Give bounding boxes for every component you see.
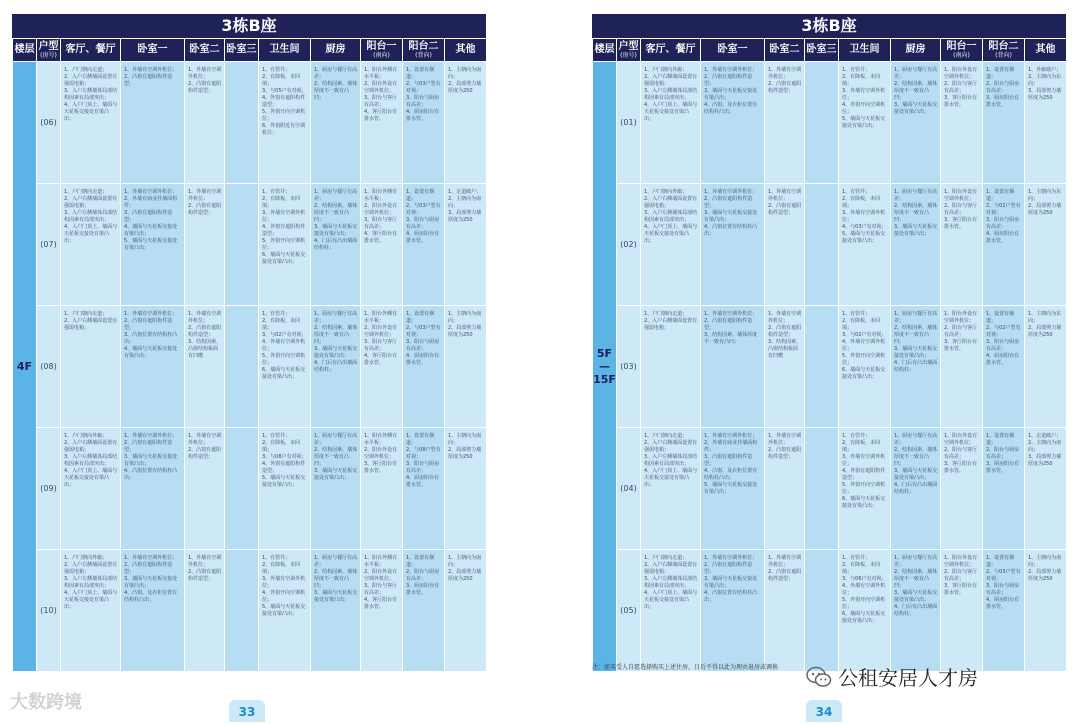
table-cell: 1、设置有烟道； 2、阳台与厨房有高差； 3、厨房阳台有排水管。	[403, 550, 445, 672]
header-unit: 户型 (房号)	[617, 39, 641, 62]
table-cell: 1、主朝向为东向； 2、局部剪力墙厚度为250	[1025, 184, 1067, 306]
unit-number: (02)	[617, 184, 641, 306]
unit-number: (09)	[37, 428, 61, 550]
table-row	[593, 550, 1067, 672]
page-number: 33	[229, 700, 265, 722]
header-bathroom: 卫生间	[839, 39, 891, 62]
table-cell: 1、户门朝向外廊； 2、入户右侧墙面设置有强弱电箱； 3、入户左侧墙体局部结构因素有局部突出； 4、入户门顶上、墙面与天花板交接处有梁凸出；	[61, 428, 121, 550]
table-cell: 1、主朝向为南向； 2、局部剪力墙厚度为250	[445, 550, 487, 672]
header-other: 其他	[1025, 39, 1067, 62]
table-cell: 1、外墙有空调外机位； 2、凸窗有遮阳构件造型；	[765, 550, 805, 672]
table-cell: 1、户门朝向走道； 2、入户右侧墙面设置有强弱电箱； 3、入户左侧墙体局部结构因素有局部突出； 4、入户门顶上、墙面与天花板交接处有梁凸出；	[61, 184, 121, 306]
table-cell: 1、有管井； 2、有降板，未回填； 3、外墙有空调外机位； 4、外窗有遮阳构件造型； 5、外窗开向空调机位； 6、墙面与天花板交接处有梁凸出；	[839, 428, 891, 550]
table-row	[593, 306, 1067, 428]
header-living: 客厅、餐厅	[61, 39, 121, 62]
table-cell: 1、户门朝向外廊； 2、入户右侧墙面设置有强弱电箱； 3、入户左侧墙体局部结构因素有局部突出； 4、入户门顶上、墙面与天花板交接处有梁凸出；	[641, 184, 701, 306]
table-cell	[225, 184, 259, 306]
table-cell: 1、设置有烟道； 2、阳台与厨房有高差； 3、厨房阳台有排水管。	[983, 62, 1025, 184]
table-cell: 1、外廊破户； 2、主朝向为东向； 3、局部剪力墙厚度为250	[1025, 62, 1067, 184]
floor-label: 5F — 15F	[593, 62, 617, 672]
table-cell: 1、外墙有空调外机位； 2、凸窗有遮阳构件造型； 3、墙面与天花板交接处有梁凸出； 4、凸窗位置有结构柱凸出；	[701, 184, 765, 306]
table-cell: 1、厨房与餐厅有高差； 2、结构因素，墙体厚度不一致有凸凹； 3、墙面与天花板交接处有梁凸出； 4、门后有凸出墙面结构柱；	[891, 428, 941, 550]
unit-number: (01)	[617, 62, 641, 184]
table-cell: 1、厨房与餐厅有高差； 2、结构因素，墙体厚度不一致有凸凹； 3、墙面与天花板交接处有梁凸出； 4、门后有凸出墙面结构柱；	[891, 550, 941, 672]
header-balcony1: 阳台一 (南向)	[941, 39, 983, 62]
table-cell: 1、外墙有空调外机位； 2、凸窗有遮阳构件造型； 3、墙面与天花板交接处有梁凸出； 4、凸窗位置有结构柱凸出；	[121, 428, 185, 550]
table-cell: 1、阳台外侧有水平板； 2、阳台外设有空调外机位； 3、客厅阳台有排水管。	[361, 428, 403, 550]
header-floor: 楼层	[593, 39, 617, 62]
table-row	[13, 62, 487, 184]
table-cell: 1、设置有烟道； 2、与03户型有对视； 3、阳台与厨房有高差； 4、厨房阳台有排水管。	[983, 550, 1025, 672]
table-row	[593, 62, 1067, 184]
table-cell: 1、阳台外设有空调外机位； 2、阳台与客厅有高差； 3、客厅阳台有排水管。	[941, 184, 983, 306]
header-balcony2: 阳台二 (背向)	[403, 39, 445, 62]
table-cell: 1、厨房与餐厅有高差； 2、结构因素，墙体厚度不一致有凸凹； 3、墙面与天花板交接处有梁凸出； 4、门后有凸出墙面结构柱；	[891, 306, 941, 428]
table-cell: 1、外墙有空调外机位； 2、凸窗有遮阳构件造型；	[185, 184, 225, 306]
page-title: 3栋B座	[12, 14, 486, 38]
table-cell: 1、有管井； 2、有降板，未回填； 3、与06户有对视； 4、外墙有空调外机位； 5、外窗开向空调机位； 6、墙面与天花板交接处有梁凸出；	[839, 550, 891, 672]
unit-number: (08)	[37, 306, 61, 428]
table-cell: 1、户门朝向走道； 2、入户右侧墙面设置有强弱电箱；	[61, 306, 121, 428]
table-cell: 1、设置有烟道； 2、与03户型有对视； 3、阳台与厨房有高差； 4、厨房阳台有排水管。	[403, 306, 445, 428]
table-cell: 1、设置有烟道； 2、与02户型有对视； 3、阳台与厨房有高差； 4、厨房阳台有排水管。	[983, 306, 1025, 428]
table-cell: 1、外墙有空调外机位； 2、凸窗有遮阳构件造型；	[765, 62, 805, 184]
header-bedroom1: 卧室一	[701, 39, 765, 62]
header-bedroom3: 卧室三	[805, 39, 839, 62]
table-cell: 1、有管井； 2、有降板，未回填； 3、外墙有空调外机位； 4、外窗开向空调机位； 5、墙面与天花板交接处有梁凸出；	[259, 550, 311, 672]
table-cell: 1、厨房与餐厅有高差； 2、结构因素，墙体厚度不一致有凸凹； 3、墙面与天花板交接处有梁凸出； 4、门后有凸出墙面结构柱；	[311, 306, 361, 428]
table-cell	[805, 306, 839, 428]
header-bedroom2: 卧室二	[765, 39, 805, 62]
table-row	[13, 184, 487, 306]
table-cell: 1、外墙有空调外机位； 2、凸窗有遮阳构件造型；	[765, 184, 805, 306]
header-kitchen: 厨房	[891, 39, 941, 62]
table-cell: 1、设置有烟道； 2、与02户型有对视； 3、阳台与厨房有高差； 4、厨房阳台有排水管。	[983, 184, 1025, 306]
table-cell: 1、户门朝向走道； 2、入户右侧墙面设置有强弱电箱； 3、入户左侧墙体局部结构因素有局部突出； 4、入户门顶上、墙面与天花板交接处有梁凸出；	[641, 550, 701, 672]
table-cell: 1、厨房与餐厅有高差； 2、结构因素，墙体厚度不一致有凸凹； 3、墙面与天花板交接处有梁凸出；	[891, 184, 941, 306]
header-balcony2: 阳台二 (背向)	[983, 39, 1025, 62]
table-cell: 1、阳台外侧有水平板； 2、阳台外设有空调外机位； 3、阳台与客厅有高差； 4、客厅阳台有排水管。	[361, 550, 403, 672]
table-cell: 1、外墙有空调外机位； 2、凸窗有遮阳构件造型；	[121, 62, 185, 184]
header-kitchen: 厨房	[311, 39, 361, 62]
table-cell	[225, 306, 259, 428]
unit-number: (10)	[37, 550, 61, 672]
header-bedroom3: 卧室三	[225, 39, 259, 62]
table-cell: 1、主朝向为南向； 2、局部剪力墙厚度为250	[1025, 550, 1067, 672]
table-cell: 1、户门朝向走道； 2、入户右侧墙面设置有强弱电箱； 3、入户左侧墙体局部结构因素有局部突出； 4、入户门顶上、墙面与天花板交接处有梁凸出；	[641, 428, 701, 550]
table-row	[593, 428, 1067, 550]
table-cell: 1、有管井； 2、有降板，未回填； 3、与02户有对视； 4、外墙有空调外机位； 5、外窗开向空调机位； 6、墙面与天花板交接处有梁凸出；	[839, 306, 891, 428]
table-cell	[805, 428, 839, 550]
page-number: 34	[806, 700, 842, 722]
table-cell: 1、设置有烟道； 2、与08户型有对视； 3、阳台与厨房有高差； 4、厨房阳台有排水管。	[403, 428, 445, 550]
table-cell: 1、有管井； 2、有降板，未回填； 3、外墙有空调外机位； 4、外窗有遮阳构件造型； 5、外窗开向空调机位； 6、墙面与天花板交接处有梁凸出；	[259, 184, 311, 306]
table-cell: 1、外墙有空调外机位； 2、凸窗有遮阳构件造型；	[185, 62, 225, 184]
table-cell: 1、有管井； 2、有降板，未回填； 3、与08户有对视； 4、外窗有遮阳构件造型； 5、墙面与天花板交接处有梁凸出；	[259, 428, 311, 550]
unit-number: (06)	[37, 62, 61, 184]
table-cell: 1、阳台外侧有水平板； 2、阳台外设有空调外机位； 3、阳台与客厅有高差； 4、客厅阳台有排水管。	[361, 306, 403, 428]
unit-number: (03)	[617, 306, 641, 428]
table-row	[593, 184, 1067, 306]
table-cell: 1、有管井； 2、有降板，未回填； 3、外墙有空调外机位； 4、外窗开向空调机位； 5、墙面与天花板交接处有梁凸出；	[839, 62, 891, 184]
table-cell: 1、阳台外设有空调外机位； 2、阳台与客厅有高差； 3、客厅阳台有排水管。	[941, 62, 983, 184]
header-floor: 楼层	[13, 39, 37, 62]
table-cell: 1、设置有烟道； 2、阳台与厨房有高差； 3、厨房阳台有排水管。	[983, 428, 1025, 550]
table-cell: 1、外墙有空调外机位； 2、凸窗有遮阳构件造型； 3、结构因素，凸窗结构板面有凹槽	[185, 306, 225, 428]
table-cell	[805, 62, 839, 184]
header-bathroom: 卫生间	[259, 39, 311, 62]
table-cell: 1、户门朝向外廊； 2、入户右侧墙面设置有强弱电箱； 3、入户左侧墙体局部结构因素有局部突出； 4、入户门顶上、墙面与天花板交接处有梁凸出；	[641, 62, 701, 184]
table-cell: 1、户门朝向走道； 2、入户右侧墙面设置有强弱电箱；	[641, 306, 701, 428]
header-bedroom1: 卧室一	[121, 39, 185, 62]
table-cell: 1、外墙有空调外机位； 2、凸窗有遮阳构件造型； 3、结构因素，凸窗结构板面有凹槽	[765, 306, 805, 428]
table-cell: 1、外墙有空调外机位； 2、凸窗有遮阳构件造型； 3、墙面与天花板交接处有梁凸出； 4、凸窗位置有结构柱凸出；	[701, 550, 765, 672]
header-unit: 户型 (房号)	[37, 39, 61, 62]
table-cell: 1、外墙有空调外机位； 2、外墙有商业挂墙面构件； 3、凸窗有遮阳构件造型； 4、凸窗、及衣柜位置有结构柱凸出； 5、墙面与天花板交接处有梁凸出；	[701, 428, 765, 550]
room-table	[12, 38, 487, 672]
table-cell: 1、走道破户； 2、主朝向为南向； 3、局部剪力墙厚度为250	[1025, 428, 1067, 550]
footnote: 注：如买受人自愿选择购买上述住房，日后不得以此为理由退房或调换	[592, 664, 779, 671]
watermark-right	[806, 662, 978, 691]
table-cell: 1、阳台外侧有水平板； 2、阳台外设有空调外机位； 3、阳台与客厅有高差； 4、客厅阳台有排水管。	[361, 184, 403, 306]
header-living: 客厅、餐厅	[641, 39, 701, 62]
table-cell: 1、外墙有空调外机位； 2、凸窗有遮阳构件造型； 3、墙面与天花板交接处有梁凸出； 4、凸窗、及衣柜位置有结构柱凸出；	[121, 550, 185, 672]
table-cell: 1、主朝向为东向； 2、局部剪力墙厚度为250	[1025, 306, 1067, 428]
table-cell: 1、厨房与餐厅有高差； 2、结构因素，墙体厚度不一致有凸凹； 3、墙面与天花板交接处有梁凸出；	[311, 550, 361, 672]
floor-label: 4F	[13, 62, 37, 672]
header-bedroom2: 卧室二	[185, 39, 225, 62]
table-cell: 1、有管井； 2、有降板，未回填； 3、外墙有空调外机位； 4、与03户有对视； 5、墙面与天花板交接处有梁凸出；	[839, 184, 891, 306]
watermark-text: 公租安居人才房	[838, 666, 978, 690]
table-cell	[805, 184, 839, 306]
table-cell: 1、主朝向为南向； 2、局部剪力墙厚度为250	[445, 62, 487, 184]
table-cell: 1、外墙有空调外机位； 2、凸窗有遮阳构件造型； 3、凸窗位置有结构柱凸出； 4、墙面与天花板交接处有梁凸出；	[121, 306, 185, 428]
table-cell	[225, 550, 259, 672]
table-cell: 1、设置有烟道； 2、与03户型有对视； 3、阳台与厨房有高差； 4、厨房阳台有排水管。	[403, 62, 445, 184]
table-cell: 1、外墙有空调外机位； 2、凸窗有遮阳构件造型； 3、结构因素，墙体厚度不一致有凸凹；	[701, 306, 765, 428]
table-cell: 1、有管井； 2、有降板，未回填； 3、与02户有对视； 4、外墙有空调外机位； 5、外窗开向空调机位； 6、墙面与天花板交接处有梁凸出；	[259, 306, 311, 428]
table-cell: 1、外墙有空调外机位； 2、外墙有商业挂墙面构件； 3、凸窗有遮阳构件造型； 4、墙面与天花板交接处有梁凸出； 5、墙面与天花板交接处有梁凸出；	[121, 184, 185, 306]
table-cell: 1、外墙有空调外机位； 2、凸窗有遮阳构件造型；	[765, 428, 805, 550]
table-cell: 1、阳台外侧有水平板； 2、阳台外设有空调外机位； 3、阳台与客厅有高差； 4、客厅阳台有排水管。	[361, 62, 403, 184]
page-title: 3栋B座	[592, 14, 1066, 38]
header-balcony1: 阳台一 (南向)	[361, 39, 403, 62]
watermark-left: 大数跨境	[10, 692, 82, 713]
table-cell	[225, 428, 259, 550]
table-cell: 1、外墙有空调外机位； 2、凸窗有遮阳构件造型；	[185, 428, 225, 550]
table-cell: 1、外墙有空调外机位； 2、凸窗有遮阳构件造型； 3、墙面与天花板交接处有梁凸出； 4、凸窗、及衣柜位置有结构柱凸出；	[701, 62, 765, 184]
unit-number: (04)	[617, 428, 641, 550]
table-cell	[805, 550, 839, 672]
table-cell: 1、外墙有空调外机位； 2、凸窗有遮阳构件造型；	[185, 550, 225, 672]
wechat-icon	[806, 666, 832, 688]
table-cell: 1、厨房与餐厅有高差； 2、结构因素，墙体厚度不一致有凸凹； 3、墙面与天花板交接处有梁凸出； 4、门后有凸出墙面结构柱；	[311, 184, 361, 306]
table-cell: 1、主朝向为南向； 2、局部剪力墙厚度为250	[445, 428, 487, 550]
unit-number: (07)	[37, 184, 61, 306]
table-cell: 1、走道破户； 2、主朝向为南向； 3、局部剪力墙厚度为250	[445, 184, 487, 306]
table-cell: 1、厨房与餐厅有高差； 2、结构因素，墙体厚度不一致有凸凹； 3、墙面与天花板交接处有梁凸出；	[311, 428, 361, 550]
table-row	[13, 428, 487, 550]
table-cell	[225, 62, 259, 184]
table-cell: 1、有管井； 2、有降板，未回填； 3、与05户有对视； 4、外窗有遮阳构件造型； 5、外窗开向空调机位； 6、外窗附近有空调机位；	[259, 62, 311, 184]
table-cell: 1、户门朝向外廊； 2、入户右侧墙面设置有强弱电箱； 3、入户左侧墙体局部结构因素有局部突出； 4、入户门顶上、墙面与天花板交接处有梁凸出；	[61, 550, 121, 672]
room-table	[592, 38, 1067, 672]
table-cell: 1、阳台外设有空调外机位； 2、阳台与客厅有高差； 3、客厅阳台有排水管。	[941, 428, 983, 550]
table-cell: 1、厨房与餐厅有高差； 2、结构因素，墙体厚度不一致有凸凹； 3、墙面与天花板交接处有梁凸出；	[891, 62, 941, 184]
table-cell: 1、阳台外设有空调外机位； 2、阳台与客厅有高差； 3、客厅阳台有排水管。	[941, 550, 983, 672]
table-cell: 1、户门朝向走道； 2、入户右侧墙面设置有强弱电箱； 3、入户左侧墙体局部结构因素有局部突出； 4、入户门顶上、墙面与天花板交接处有梁凸出；	[61, 62, 121, 184]
header-other: 其他	[445, 39, 487, 62]
unit-number: (05)	[617, 550, 641, 672]
table-cell: 1、厨房与餐厅有高差； 2、结构因素，墙体厚度不一致有凸凹；	[311, 62, 361, 184]
table-cell: 1、主朝向为南向； 2、局部剪力墙厚度为250	[445, 306, 487, 428]
table-row	[13, 306, 487, 428]
table-cell: 1、设置有烟道； 2、与03户型有对视； 3、阳台与厨房有高差； 4、厨房阳台有排水管。	[403, 184, 445, 306]
table-row	[13, 550, 487, 672]
table-cell: 1、阳台外设有空调外机位； 2、阳台与客厅有高差； 3、客厅阳台有排水管。	[941, 306, 983, 428]
